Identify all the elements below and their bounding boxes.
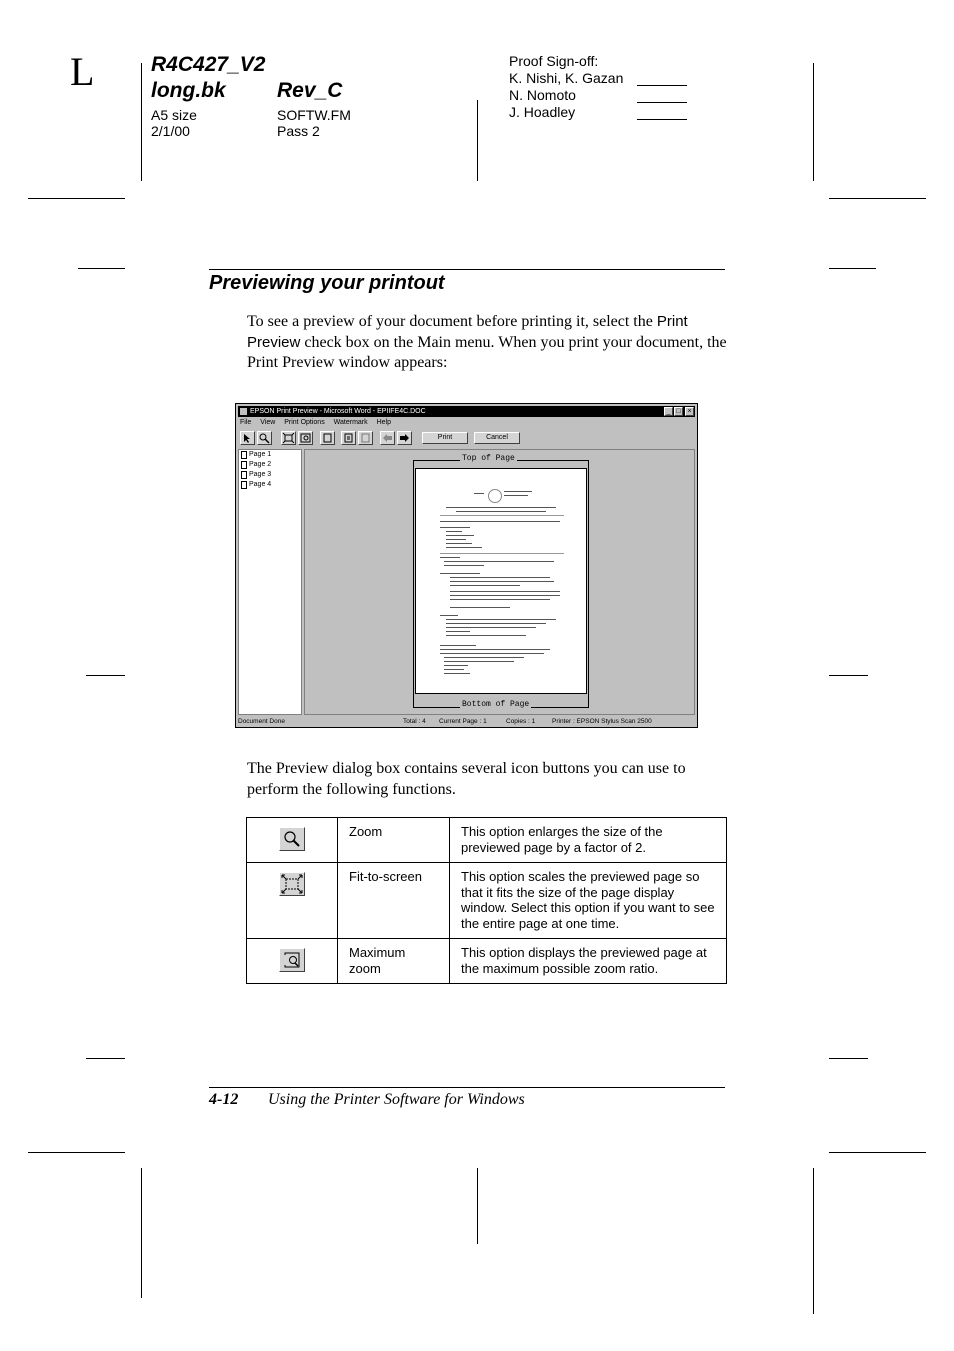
maximum-zoom-icon[interactable]	[298, 431, 313, 445]
bottom-of-page-label: Bottom of Page	[462, 700, 530, 709]
page-frame-icon[interactable]	[320, 431, 335, 445]
table-row	[247, 939, 727, 984]
watermark-icon[interactable]	[358, 431, 373, 445]
minimize-icon[interactable]: _	[664, 407, 673, 416]
page-number: 4-12	[209, 1091, 239, 1108]
fit-to-screen-icon	[279, 872, 305, 896]
option-name: Maximum zoom	[338, 939, 450, 984]
page-size: A5 size	[151, 107, 197, 123]
status-current-page: Current Page : 1	[439, 718, 487, 725]
signoff-name: J. Hoadley	[509, 104, 709, 121]
icon-cell	[247, 818, 338, 863]
maximum-zoom-icon	[279, 948, 305, 972]
menu-view[interactable]: View	[260, 419, 276, 426]
status-printer: Printer : EPSON Stylus Scan 2500	[552, 718, 652, 725]
section-rule	[209, 269, 725, 270]
intro-paragraph: To see a preview of your document before printing it, select the Print Preview check box on the Main menu. When you print your document, the Print Preview window appears:	[247, 313, 727, 371]
signoff-title: Proof Sign-off:	[509, 53, 599, 69]
top-of-page-label: Top of Page	[462, 454, 515, 463]
previous-page-icon[interactable]	[380, 431, 395, 445]
menu-help[interactable]: Help	[376, 419, 391, 426]
status-copies: Copies : 1	[506, 718, 536, 725]
table-row	[247, 818, 727, 863]
status-total: Total : 4	[403, 718, 426, 725]
icon-cell	[247, 863, 338, 939]
options-table	[246, 817, 727, 984]
app-icon	[240, 408, 247, 415]
option-description: This option enlarges the size of the previewed page by a factor of 2.	[450, 818, 727, 863]
page-list-item[interactable]: Page 1	[239, 450, 301, 460]
option-description: This option scales the previewed page so that it fits the size of the page display window. Select this option if you want to see the entire page at one time.	[450, 863, 727, 939]
print-button[interactable]: Print	[422, 432, 468, 444]
toolbar	[240, 431, 693, 447]
menu-bar	[240, 418, 398, 428]
corner-letter: L	[70, 49, 95, 94]
status-bar	[238, 717, 695, 726]
doc-date: 2/1/00	[151, 123, 190, 139]
page-list-item[interactable]: Page 2	[239, 460, 301, 470]
zoom-icon	[279, 827, 305, 851]
menu-print-options[interactable]: Print Options	[284, 419, 325, 426]
signoff-name: K. Nishi, K. Gazan	[509, 70, 709, 87]
print-setting-icon[interactable]	[341, 431, 356, 445]
file-name: SOFTW.FM	[277, 107, 351, 123]
print-preview-term: Print Preview	[247, 313, 688, 351]
menu-watermark[interactable]: Watermark	[333, 419, 368, 426]
option-name: Zoom	[338, 818, 450, 863]
maximize-icon[interactable]: □	[674, 407, 683, 416]
table-row	[247, 863, 727, 939]
window-titlebar	[238, 406, 695, 417]
cancel-button[interactable]: Cancel	[474, 432, 520, 444]
revision: Rev_C	[277, 79, 343, 102]
chapter-title: Using the Printer Software for Windows	[268, 1091, 525, 1108]
preview-page	[415, 468, 587, 694]
fit-to-screen-icon[interactable]	[281, 431, 296, 445]
proof-signoff	[509, 53, 709, 121]
zoom-icon[interactable]	[257, 431, 272, 445]
book-name: long.bk	[151, 79, 226, 102]
option-description: This option displays the previewed page at the maximum possible zoom ratio.	[450, 939, 727, 984]
after-paragraph: The Preview dialog box contains several icon buttons you can use to perform the following functions.	[247, 760, 686, 798]
option-name: Fit-to-screen	[338, 863, 450, 939]
status-state: Document Done	[238, 718, 285, 725]
print-preview-window	[235, 403, 698, 728]
icon-cell	[247, 939, 338, 984]
doc-code: R4C427_V2	[151, 53, 266, 76]
next-page-icon[interactable]	[397, 431, 412, 445]
section-title: Previewing your printout	[209, 272, 445, 294]
page-display	[304, 449, 695, 715]
window-title: EPSON Print Preview - Microsoft Word - EPIIFE4C.DOC	[250, 408, 426, 415]
page-list-item[interactable]: Page 4	[239, 480, 301, 490]
logo-mark	[488, 489, 502, 503]
close-icon[interactable]: ×	[685, 407, 694, 416]
footer-rule	[209, 1087, 725, 1088]
menu-file[interactable]: File	[240, 419, 252, 426]
pass-number: Pass 2	[277, 123, 320, 139]
signoff-name: N. Nomoto	[509, 87, 709, 104]
select-arrow-icon[interactable]	[240, 431, 255, 445]
page-list	[238, 449, 302, 715]
page-list-item[interactable]: Page 3	[239, 470, 301, 480]
